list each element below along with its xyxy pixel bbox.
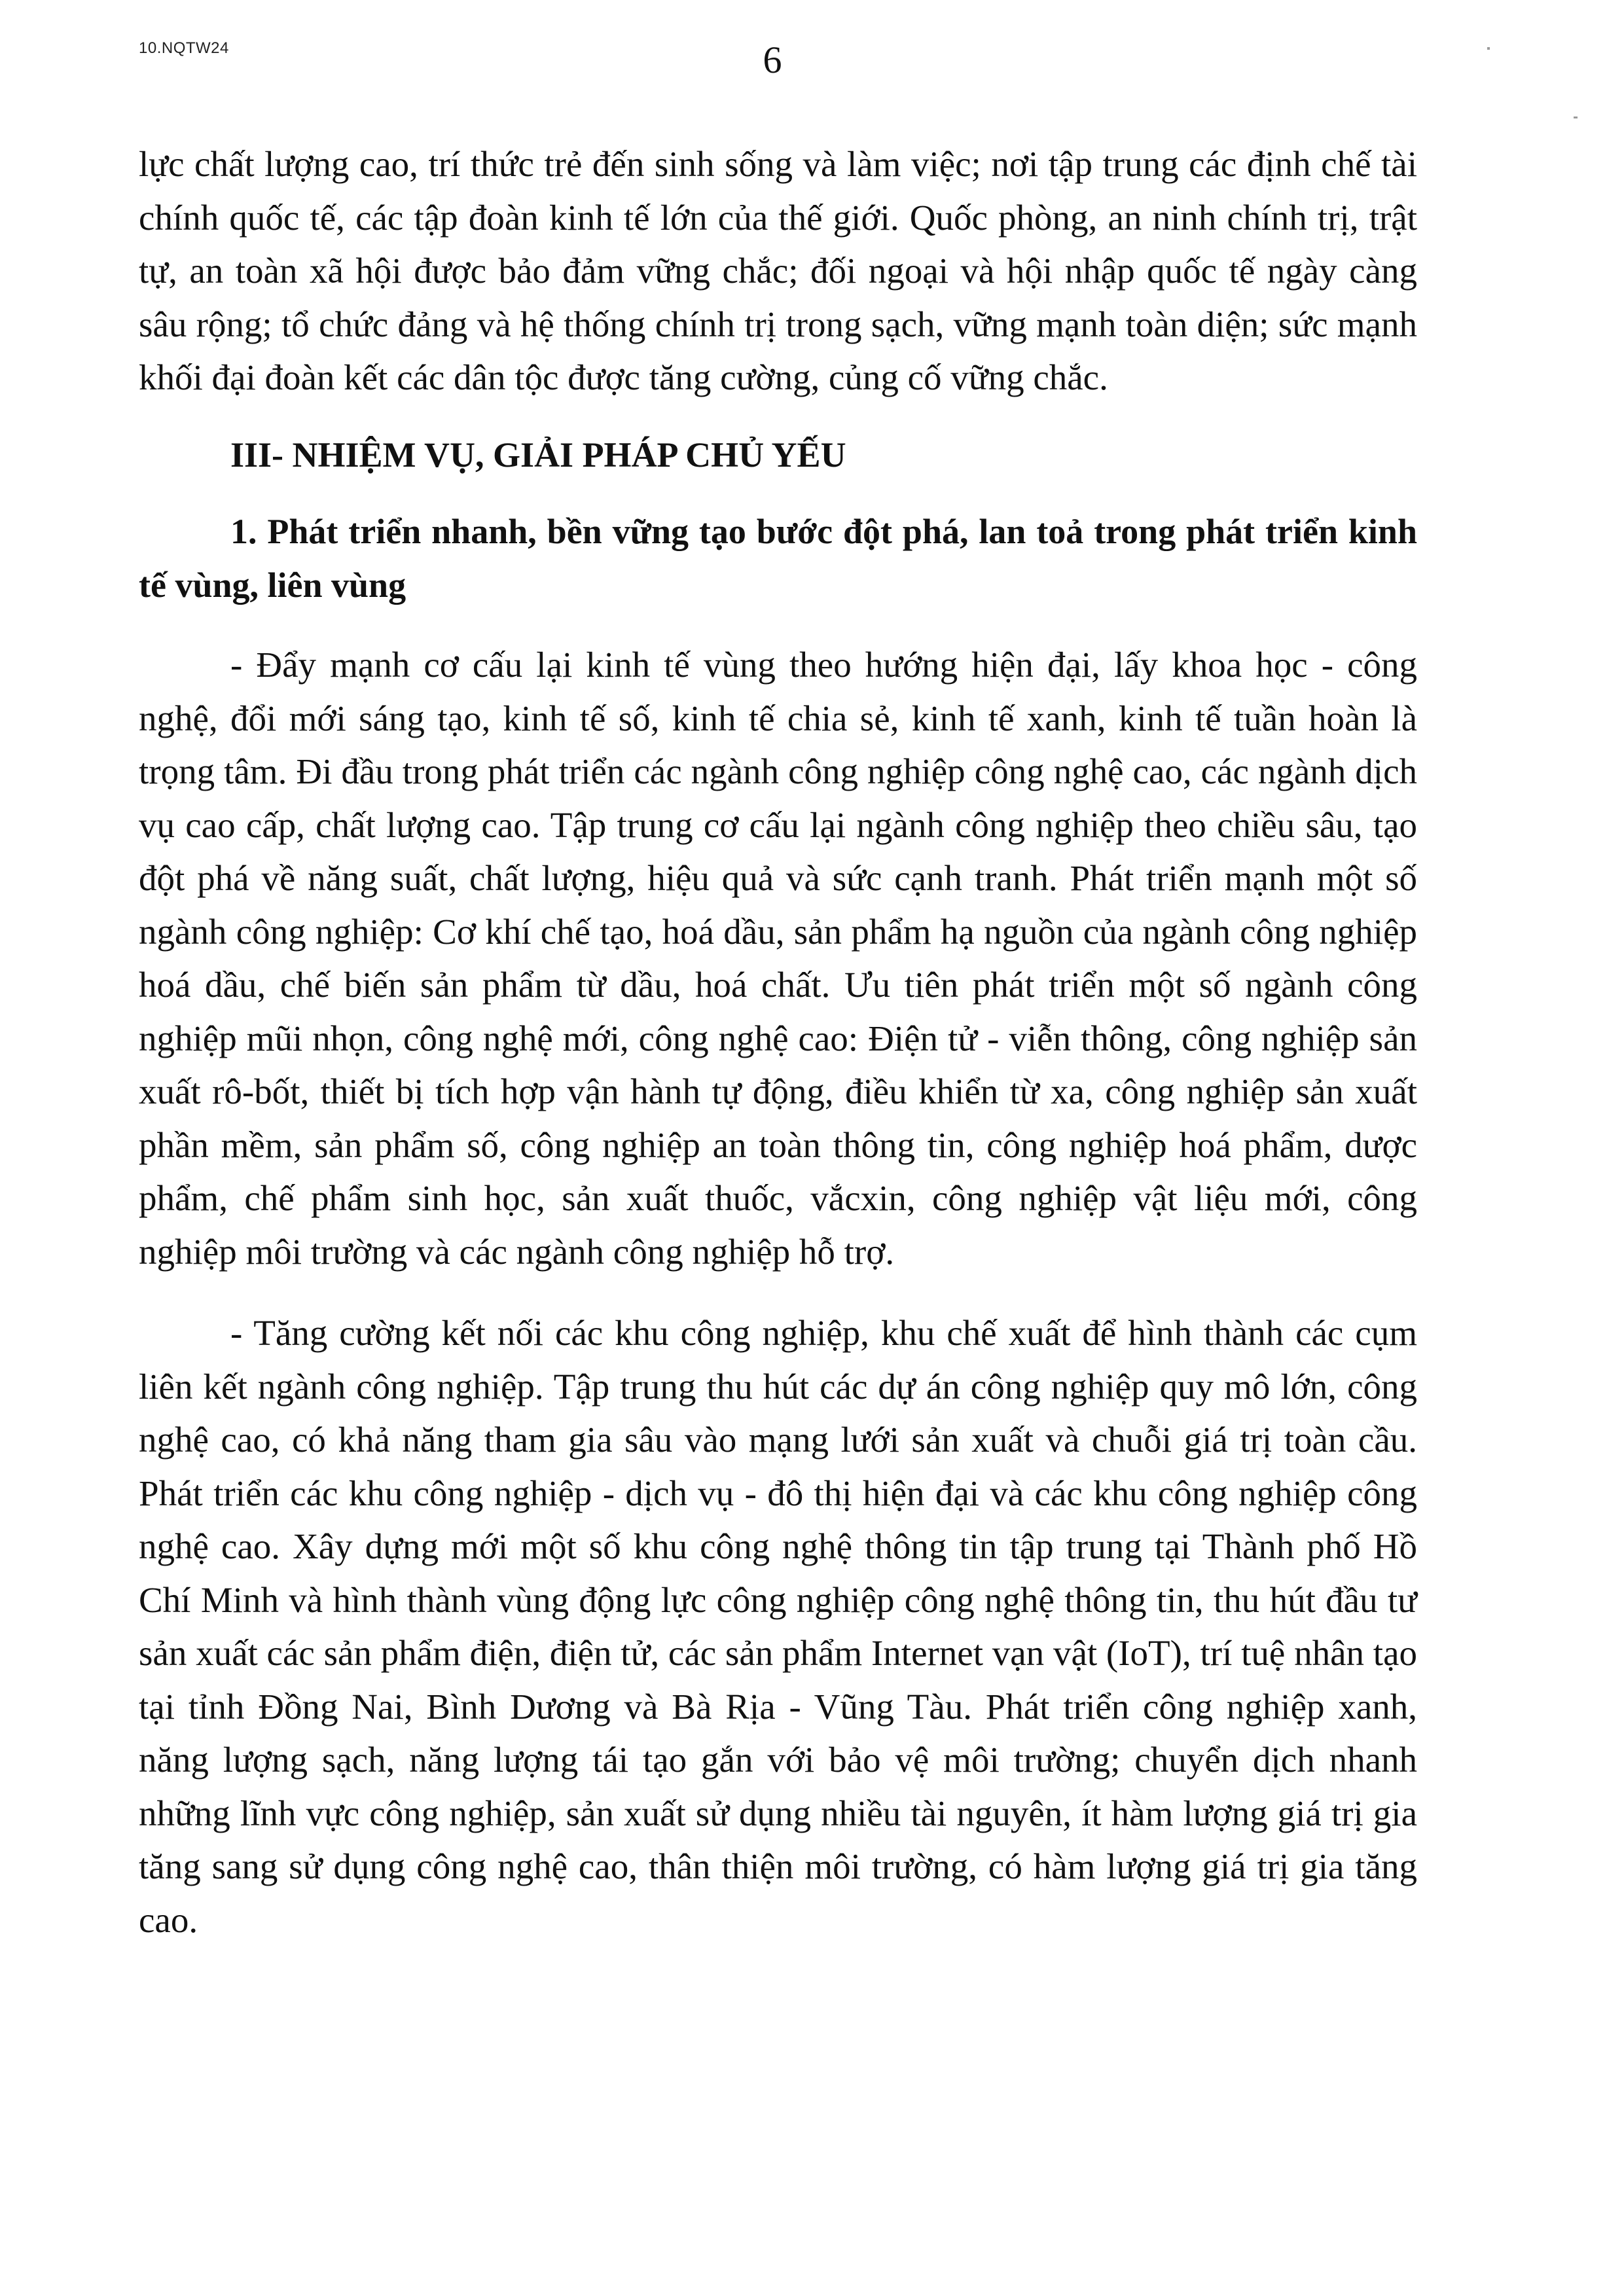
body-paragraph-1: - Đẩy mạnh cơ cấu lại kinh tế vùng theo hướng hiện đại, lấy khoa học - công nghệ, đổi mới sáng tạo, kinh tế số, kinh tế chia sẻ, kinh tế xanh, kinh tế tuần hoàn là trọng tâm. Đi đầu trong phát triển các ngành công nghiệp công nghệ cao, các ngành dịch vụ cao cấp, chất lượng cao. Tập trung cơ cấu lại ngành công nghiệp theo chiều sâu, tạo đột phá về năng suất, chất lượng, hiệu quả và sức cạnh tranh. Phát triển mạnh một số ngành công nghiệp: Cơ khí chế tạo, hoá dầu, sản phẩm hạ nguồn của ngành công nghiệp hoá dầu, chế biến sản phẩm từ dầu, hoá chất. Ưu tiên phát triển một số ngành công nghiệp mũi nhọn, công nghệ mới, công nghệ cao: Điện tử - viễn thông, công nghiệp sản xuất rô-bốt, thiết bị tích hợp vận hành tự động, điều khiển từ xa, công nghiệp sản xuất phần mềm, sản phẩm số, công nghiệp an toàn thông tin, công nghiệp hoá phẩm, dược phẩm, chế phẩm sinh học, sản xuất thuốc, vắcxin, công nghiệp vật liệu mới, công nghiệp môi trường và các ngành công nghiệp hỗ trợ. xyxy=(139,645,1417,1272)
section-heading: III- NHIỆM VỤ, GIẢI PHÁP CHỦ YẾU xyxy=(230,435,846,475)
scan-speck-mark xyxy=(1487,47,1490,50)
body-paragraph-2: - Tăng cường kết nối các khu công nghiệp, khu chế xuất để hình thành các cụm liên kết ngành công nghiệp. Tập trung thu hút các dự án công nghiệp quy mô lớn, công nghệ cao, có khả năng tham gia sâu vào mạng lưới sản xuất và chuỗi giá trị toàn cầu. Phát triển các khu công nghiệp - dịch vụ - đô thị hiện đại và các khu công nghiệp công nghệ cao. Xây dựng mới một số khu công nghệ thông tin tập trung tại Thành phố Hồ Chí Minh và hình thành vùng động lực công nghiệp công nghệ thông tin, thu hút đầu tư sản xuất các sản phẩm điện, điện tử, các sản phẩm Internet vạn vật (IoT), trí tuệ nhân tạo tại tỉnh Đồng Nai, Bình Dương và Bà Rịa - Vũng Tàu. Phát triển công nghiệp xanh, năng lượng sạch, năng lượng tái tạo gắn với bảo vệ môi trường; chuyển dịch nhanh những lĩnh vực công nghiệp, sản xuất sử dụng nhiều tài nguyên, ít hàm lượng giá trị gia tăng sang sử dụng công nghệ cao, thân thiện môi trường, có hàm lượng giá trị gia tăng cao. xyxy=(139,1313,1417,1940)
page-body xyxy=(139,137,1417,1946)
subsection-heading: 1. Phát triển nhanh, bền vững tạo bước đột phá, lan toả trong phát triển kinh tế vùng, liên vùng xyxy=(139,512,1417,605)
page-number: 6 xyxy=(763,39,782,81)
scan-speck-mark xyxy=(1574,117,1578,118)
document-code: 10.NQTW24 xyxy=(139,39,229,57)
continuation-paragraph: lực chất lượng cao, trí thức trẻ đến sinh sống và làm việc; nơi tập trung các định chế tài chính quốc tế, các tập đoàn kinh tế lớn của thế giới. Quốc phòng, an ninh chính trị, trật tự, an toàn xã hội được bảo đảm vững chắc; đối ngoại và hội nhập quốc tế ngày càng sâu rộng; tổ chức đảng và hệ thống chính trị trong sạch, vững mạnh toàn diện; sức mạnh khối đại đoàn kết các dân tộc được tăng cường, củng cố vững chắc. xyxy=(139,144,1417,397)
